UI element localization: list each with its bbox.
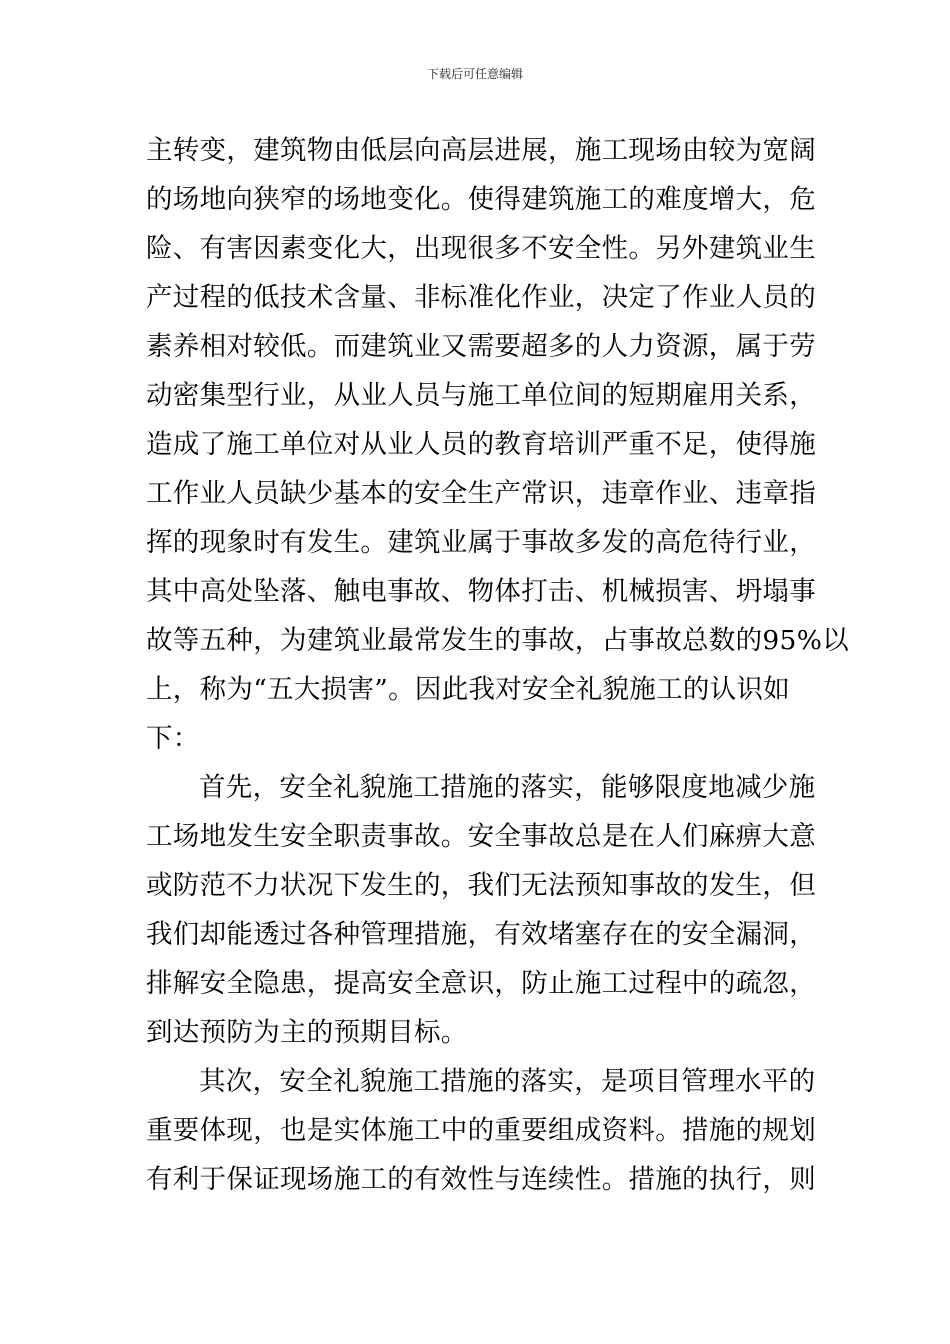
text-line: 挥的现象时有发生。建筑业属于事故多发的高危待行业， (146, 527, 816, 558)
text-line: 我们却能透过各种管理措施，有效堵塞存在的安全漏洞， (146, 919, 816, 950)
text-line: 工场地发生安全职责事故。安全事故总是在人们麻痹大意 (146, 821, 816, 852)
page-header: 下载后可任意编辑 (426, 67, 523, 81)
paragraph-start-line: 首先，安全礼貌施工措施的落实，能够限度地减少施 (199, 772, 816, 803)
text-line: 排解安全隐患，提高安全意识，防止施工过程中的疏忽， (146, 968, 816, 999)
text-line: 素养相对较低。而建筑业又需要超多的人力资源，属于劳 (146, 331, 816, 362)
paragraph-start-line: 其次，安全礼貌施工措施的落实，是项目管理水平的 (199, 1066, 816, 1097)
text-line: 上，称为“五大损害”。因此我对安全礼貌施工的认识如 (146, 674, 791, 705)
text-line: 工作业人员缺少基本的安全生产常识，违章作业、违章指 (146, 478, 816, 509)
text-line: 有利于保证现场施工的有效性与连续性。措施的执行，则 (146, 1164, 816, 1195)
text-line: 到达预防为主的预期目标。 (146, 1017, 468, 1048)
text-line: 造成了施工单位对从业人员的教育培训严重不足，使得施 (146, 429, 816, 460)
text-line: 产过程的低技术含量、非标准化作业，决定了作业人员的 (146, 282, 816, 313)
text-line: 险、有害因素变化大，出现很多不安全性。另外建筑业生 (146, 233, 816, 264)
text-line: 重要体现，也是实体施工中的重要组成资料。措施的规划 (146, 1115, 816, 1146)
text-line: 故等五种，为建筑业最常发生的事故，占事故总数的95%以 (146, 625, 849, 656)
text-line: 主转变，建筑物由低层向高层进展，施工现场由较为宽阔 (146, 135, 816, 166)
document-body (146, 126, 849, 1204)
text-line: 或防范不力状况下发生的，我们无法预知事故的发生，但 (146, 870, 816, 901)
text-line: 下： (146, 723, 200, 754)
text-line: 的场地向狭窄的场地变化。使得建筑施工的难度增大，危 (146, 184, 816, 215)
text-line: 动密集型行业，从业人员与施工单位间的短期雇用关系， (146, 380, 816, 411)
text-line: 其中高处坠落、触电事故、物体打击、机械损害、坍塌事 (146, 576, 816, 607)
